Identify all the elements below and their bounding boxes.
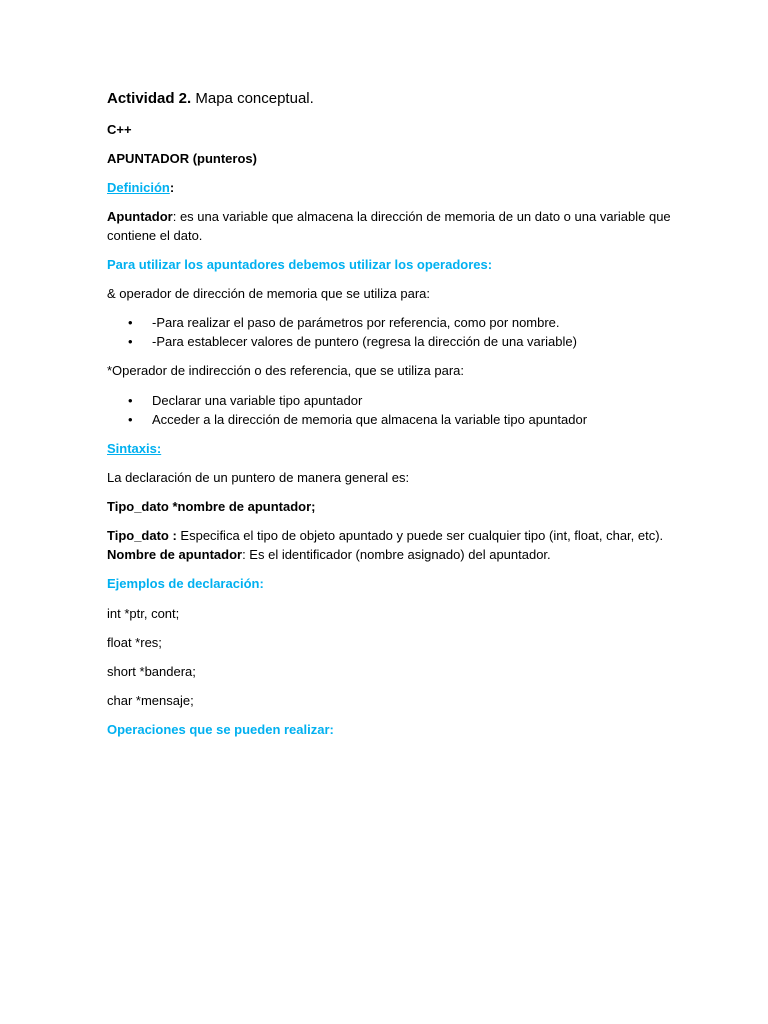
language-label: C++ bbox=[107, 122, 132, 137]
list-item bbox=[107, 391, 587, 410]
tipo-dato-desc: Especifica el tipo de objeto apuntado y puede ser cualquier tipo (int, float, char, etc). bbox=[176, 528, 664, 543]
ampersand-intro: & operador de dirección de memoria que se utiliza para: bbox=[107, 286, 431, 301]
asterisk-list bbox=[107, 391, 587, 429]
title-rest: Mapa conceptual. bbox=[195, 90, 314, 107]
list-item bbox=[107, 410, 587, 429]
operations-heading: Operaciones que se pueden realizar: bbox=[107, 722, 334, 737]
syntax-form: Tipo_dato *nombre de apuntador; bbox=[107, 499, 316, 514]
apuntador-text-line1: : es una variable que almacena la dirección de memoria de un dato o una variable que bbox=[172, 209, 671, 224]
asterisk-intro: *Operador de indirección o des referencia, que se utiliza para: bbox=[107, 363, 464, 378]
operators-heading: Para utilizar los apuntadores debemos utilizar los operadores: bbox=[107, 257, 493, 272]
list-item-text: -Para realizar el paso de parámetros por referencia, como por nombre. bbox=[152, 315, 560, 330]
subject-heading: APUNTADOR (punteros) bbox=[107, 151, 257, 166]
list-item-text: -Para establecer valores de puntero (regresa la dirección de una variable) bbox=[152, 334, 577, 349]
definition-colon: : bbox=[169, 180, 175, 195]
example-line: float *res; bbox=[107, 635, 162, 650]
bullet-icon: • bbox=[128, 412, 133, 427]
nombre-apuntador-desc: : Es el identificador (nombre asignado) del apuntador. bbox=[242, 547, 551, 562]
syntax-intro: La declaración de un puntero de manera general es: bbox=[107, 470, 410, 485]
syntax-details bbox=[107, 526, 663, 564]
syntax-link[interactable]: Sintaxis: bbox=[107, 441, 162, 456]
apuntador-text-line2: contiene el dato. bbox=[107, 228, 203, 243]
ampersand-list bbox=[107, 313, 577, 351]
list-item bbox=[107, 313, 577, 332]
list-item-text: Acceder a la dirección de memoria que almacena la variable tipo apuntador bbox=[152, 412, 588, 427]
examples-heading: Ejemplos de declaración: bbox=[107, 576, 264, 591]
definition-heading bbox=[107, 178, 174, 197]
nombre-apuntador-term: Nombre de apuntador bbox=[107, 547, 243, 562]
bullet-icon: • bbox=[128, 334, 133, 349]
list-item-text: Declarar una variable tipo apuntador bbox=[152, 393, 363, 408]
apuntador-term: Apuntador bbox=[107, 209, 173, 224]
page-title bbox=[107, 89, 314, 109]
definition-link[interactable]: Definición bbox=[107, 180, 170, 195]
tipo-dato-term: Tipo_dato : bbox=[107, 528, 177, 543]
bullet-icon: • bbox=[128, 393, 133, 408]
example-line: char *mensaje; bbox=[107, 693, 194, 708]
apuntador-definition bbox=[107, 207, 671, 245]
title-bold: Actividad 2. bbox=[107, 90, 192, 107]
example-line: int *ptr, cont; bbox=[107, 606, 180, 621]
syntax-heading bbox=[107, 439, 161, 458]
example-line: short *bandera; bbox=[107, 664, 196, 679]
bullet-icon: • bbox=[128, 315, 133, 330]
list-item bbox=[107, 332, 577, 351]
